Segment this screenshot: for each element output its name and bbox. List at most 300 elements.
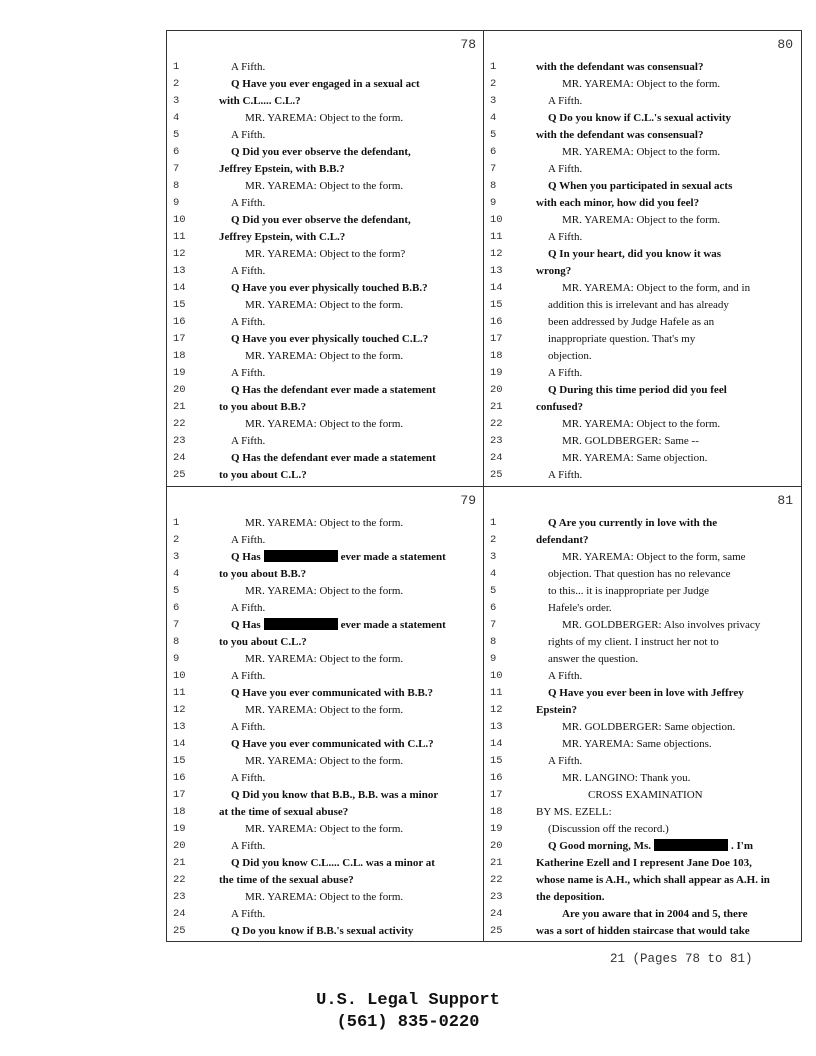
- line-text: [219, 736, 434, 753]
- line-number: 12: [173, 248, 186, 260]
- answer-text: A Fifth.: [231, 197, 266, 209]
- line-text: [219, 127, 265, 144]
- line-number: 13: [490, 265, 503, 277]
- transcript-line: [167, 719, 484, 736]
- page-lines: [167, 515, 484, 940]
- line-number: 14: [173, 282, 186, 294]
- transcript-line: [167, 144, 484, 161]
- transcript-line: [484, 736, 801, 753]
- transcript-line: [484, 144, 801, 161]
- transcript-line: [167, 736, 484, 753]
- transcript-line: [484, 178, 801, 195]
- line-text: [536, 314, 714, 331]
- question-text: the time of the sexual abuse?: [219, 874, 354, 886]
- answer-text: A Fifth.: [231, 670, 266, 682]
- transcript-line: [167, 515, 484, 532]
- line-number: 17: [490, 333, 503, 345]
- line-text: [219, 467, 307, 484]
- question-text: Q Has the defendant ever made a statement: [231, 452, 436, 464]
- redaction-block: [264, 618, 338, 630]
- question-text: Katherine Ezell and I represent Jane Doe 103,: [536, 857, 752, 869]
- transcript-line: [484, 651, 801, 668]
- line-text: [219, 348, 403, 365]
- answer-text: MR. YAREMA: Object to the form.: [245, 755, 404, 767]
- answer-text: (Discussion off the record.): [548, 823, 669, 835]
- page-number: 78: [460, 37, 476, 52]
- line-text: [536, 76, 720, 93]
- line-number: 16: [173, 772, 186, 784]
- line-number: 5: [173, 129, 180, 141]
- line-number: 3: [490, 551, 497, 563]
- line-text: [219, 93, 301, 110]
- transcript-line: [167, 297, 484, 314]
- question-text: at the time of sexual abuse?: [219, 806, 349, 818]
- answer-text: MR. YAREMA: Object to the form.: [245, 585, 404, 597]
- transcript-line: [484, 685, 801, 702]
- transcript-line: [484, 702, 801, 719]
- line-number: 12: [490, 248, 503, 260]
- answer-text: A Fifth.: [548, 755, 583, 767]
- answer-text: MR. YAREMA: Object to the form.: [562, 214, 721, 226]
- transcript-line: [167, 212, 484, 229]
- transcript-line: [484, 127, 801, 144]
- line-text: [536, 634, 719, 651]
- line-number: 6: [173, 146, 180, 158]
- line-number: 1: [173, 61, 180, 73]
- transcript-line: [167, 280, 484, 297]
- line-text: [219, 515, 403, 532]
- line-number: 2: [490, 534, 497, 546]
- line-text: [219, 906, 265, 923]
- transcript-line: [167, 770, 484, 787]
- answer-text: MR. YAREMA: Same objection.: [562, 452, 708, 464]
- line-number: 15: [490, 755, 503, 767]
- line-text: [536, 246, 721, 263]
- line-text: [219, 566, 306, 583]
- answer-text: MR. YAREMA: Object to the form.: [245, 112, 404, 124]
- line-number: 23: [173, 891, 186, 903]
- transcript-line: [484, 515, 801, 532]
- transcript-line: [484, 229, 801, 246]
- line-number: 18: [490, 806, 503, 818]
- transcript-line: [167, 600, 484, 617]
- transcript-line: [484, 416, 801, 433]
- line-number: 7: [173, 163, 180, 175]
- line-text: [219, 433, 265, 450]
- transcript-line: [167, 382, 484, 399]
- line-number: 4: [490, 112, 497, 124]
- line-number: 6: [490, 602, 497, 614]
- line-text: [219, 787, 438, 804]
- line-number: 24: [173, 908, 186, 920]
- transcript-line: [167, 365, 484, 382]
- transcript-line: [484, 331, 801, 348]
- line-text: [219, 549, 446, 566]
- page-number: 79: [460, 493, 476, 508]
- line-text: [536, 804, 612, 821]
- line-text: [219, 770, 265, 787]
- transcript-line: [484, 348, 801, 365]
- line-text: [219, 668, 265, 685]
- line-number: 8: [173, 636, 180, 648]
- line-text: [536, 702, 577, 719]
- line-text: [536, 229, 582, 246]
- line-text: [219, 923, 413, 940]
- question-text: Q In your heart, did you know it was: [548, 248, 722, 260]
- transcript-line: [484, 753, 801, 770]
- answer-text: MR. LANGINO: Thank you.: [562, 772, 691, 784]
- line-text: [219, 685, 433, 702]
- line-text: [219, 855, 435, 872]
- question-text: was a sort of hidden staircase that would take: [536, 925, 750, 937]
- answer-text: MR. YAREMA: Object to the form.: [562, 418, 721, 430]
- line-text: [219, 399, 306, 416]
- line-number: 12: [490, 704, 503, 716]
- line-text: [536, 838, 753, 855]
- line-number: 22: [173, 874, 186, 886]
- question-text: Q Good morning, Ms.: [548, 840, 651, 852]
- line-number: 13: [173, 265, 186, 277]
- line-number: 19: [490, 823, 503, 835]
- line-number: 17: [490, 789, 503, 801]
- line-number: 21: [173, 401, 186, 413]
- line-text: [219, 212, 411, 229]
- line-number: 19: [490, 367, 503, 379]
- line-number: 6: [173, 602, 180, 614]
- transcript-line: [167, 161, 484, 178]
- transcript-line: [484, 76, 801, 93]
- question-text: Q Did you know C.L.... C.L. was a minor at: [231, 857, 435, 869]
- transcript-line: [167, 399, 484, 416]
- question-text: Q Have you ever physically touched C.L.?: [231, 333, 429, 345]
- question-text: wrong?: [536, 265, 572, 277]
- line-text: [536, 467, 582, 484]
- transcript-line: [167, 532, 484, 549]
- line-number: 25: [173, 469, 186, 481]
- line-number: 18: [490, 350, 503, 362]
- line-text: [536, 770, 690, 787]
- line-number: 9: [173, 653, 180, 665]
- redaction-block: [654, 839, 728, 851]
- line-text: [536, 144, 720, 161]
- line-text: [219, 651, 403, 668]
- answer-text: objection. That question has no relevance: [548, 568, 731, 580]
- line-number: 17: [173, 789, 186, 801]
- transcript-line: [484, 467, 801, 484]
- line-text: [536, 195, 699, 212]
- line-text: [536, 93, 582, 110]
- line-number: 11: [490, 231, 503, 243]
- question-text: the deposition.: [536, 891, 605, 903]
- transcript-line: [167, 889, 484, 906]
- line-text: [536, 532, 589, 549]
- transcript-line: [484, 314, 801, 331]
- question-text: Q Do you know if B.B.'s sexual activity: [231, 925, 414, 937]
- line-number: 4: [173, 568, 180, 580]
- line-number: 16: [490, 772, 503, 784]
- line-number: 15: [490, 299, 503, 311]
- line-number: 21: [173, 857, 186, 869]
- page-lines: [484, 515, 801, 940]
- line-text: [536, 127, 703, 144]
- answer-text: A Fifth.: [548, 670, 583, 682]
- line-number: 1: [490, 61, 497, 73]
- line-number: 17: [173, 333, 186, 345]
- redaction-block: [264, 550, 338, 562]
- line-number: 7: [490, 619, 497, 631]
- question-text: Q When you participated in sexual acts: [548, 180, 733, 192]
- line-text: [536, 651, 638, 668]
- line-number: 10: [173, 670, 186, 682]
- question-text: defendant?: [536, 534, 589, 546]
- line-number: 20: [490, 840, 503, 852]
- transcript-line: [484, 280, 801, 297]
- answer-text: rights of my client. I instruct her not to: [548, 636, 719, 648]
- line-text: [536, 736, 712, 753]
- line-text: [219, 195, 265, 212]
- page-number: 81: [777, 493, 793, 508]
- line-number: 11: [173, 687, 186, 699]
- transcript-line: [484, 110, 801, 127]
- line-number: 25: [490, 469, 503, 481]
- transcript-line: [167, 906, 484, 923]
- transcript-page-81: [484, 487, 801, 942]
- question-text: Q Have you ever engaged in a sexual act: [231, 78, 420, 90]
- question-text: . I'm: [730, 840, 753, 852]
- answer-text: A Fifth.: [231, 908, 266, 920]
- line-number: 23: [490, 435, 503, 447]
- transcript-line: [484, 263, 801, 280]
- line-text: [219, 416, 403, 433]
- company-name: U.S. Legal Support: [316, 991, 500, 1010]
- answer-text: MR. YAREMA: Object to the form.: [245, 653, 404, 665]
- answer-text: to this... it is inappropriate per Judge: [548, 585, 709, 597]
- question-text: with each minor, how did you feel?: [536, 197, 700, 209]
- line-text: [219, 144, 411, 161]
- transcript-line: [167, 549, 484, 566]
- line-number: 19: [173, 823, 186, 835]
- transcript-line: [167, 634, 484, 651]
- answer-text: MR. GOLDBERGER: Same --: [562, 435, 699, 447]
- line-number: 23: [173, 435, 186, 447]
- question-text: with C.L.... C.L.?: [219, 95, 301, 107]
- answer-text: A Fifth.: [548, 163, 583, 175]
- line-text: [219, 246, 405, 263]
- transcript-line: [484, 195, 801, 212]
- transcript-line: [167, 246, 484, 263]
- line-text: [536, 549, 746, 566]
- transcript-line: [484, 872, 801, 889]
- transcript-line: [484, 889, 801, 906]
- line-text: [536, 872, 770, 889]
- line-text: [219, 838, 265, 855]
- line-number: 12: [173, 704, 186, 716]
- question-text: Jeffrey Epstein, with B.B.?: [219, 163, 345, 175]
- answer-text: MR. YAREMA: Object to the form?: [245, 248, 406, 260]
- answer-text: MR. YAREMA: Object to the form.: [245, 350, 404, 362]
- line-text: [536, 855, 752, 872]
- line-text: [536, 719, 735, 736]
- transcript-line: [484, 617, 801, 634]
- line-text: [536, 889, 604, 906]
- transcript-line: [167, 331, 484, 348]
- transcript-line: [484, 246, 801, 263]
- transcript-line: [167, 229, 484, 246]
- transcript-line: [167, 178, 484, 195]
- line-number: 13: [490, 721, 503, 733]
- transcript-line: [484, 600, 801, 617]
- line-text: [536, 566, 730, 583]
- line-text: [219, 382, 436, 399]
- transcript-line: [484, 450, 801, 467]
- transcript-line: [167, 855, 484, 872]
- transcript-line: [484, 583, 801, 600]
- line-text: [219, 450, 436, 467]
- transcript-line: [484, 532, 801, 549]
- transcript-grid: [166, 30, 802, 942]
- transcript-line: [484, 566, 801, 583]
- transcript-line: [484, 161, 801, 178]
- line-number: 22: [173, 418, 186, 430]
- line-text: [536, 753, 582, 770]
- line-number: 8: [490, 636, 497, 648]
- line-text: [536, 685, 744, 702]
- line-text: [536, 906, 747, 923]
- transcript-line: [167, 433, 484, 450]
- line-text: [536, 365, 582, 382]
- transcript-line: [167, 583, 484, 600]
- question-text: Q Did you know that B.B., B.B. was a minor: [231, 789, 439, 801]
- transcript-line: [167, 617, 484, 634]
- line-number: 5: [490, 585, 497, 597]
- answer-text: MR. GOLDBERGER: Same objection.: [562, 721, 736, 733]
- transcript-line: [167, 76, 484, 93]
- line-text: [219, 889, 403, 906]
- line-number: 2: [173, 534, 180, 546]
- transcript-line: [484, 634, 801, 651]
- answer-text: objection.: [548, 350, 592, 362]
- transcript-line: [167, 685, 484, 702]
- line-text: [536, 787, 703, 804]
- line-number: 10: [173, 214, 186, 226]
- line-text: [219, 297, 403, 314]
- transcript-line: [484, 549, 801, 566]
- line-text: [536, 263, 571, 280]
- answer-text: A Fifth.: [548, 231, 583, 243]
- transcript-line: [484, 804, 801, 821]
- line-number: 9: [173, 197, 180, 209]
- line-number: 20: [490, 384, 503, 396]
- answer-text: A Fifth.: [231, 61, 266, 73]
- transcript-line: [484, 923, 801, 940]
- question-text: with the defendant was consensual?: [536, 129, 704, 141]
- transcript-line: [484, 838, 801, 855]
- transcript-line: [484, 212, 801, 229]
- line-text: [536, 600, 612, 617]
- line-text: [219, 263, 265, 280]
- line-number: 18: [173, 806, 186, 818]
- transcript-line: [167, 467, 484, 484]
- question-text: to you about B.B.?: [219, 401, 307, 413]
- line-text: [219, 178, 403, 195]
- answer-text: A Fifth.: [231, 129, 266, 141]
- company-phone: (561) 835-0220: [336, 1013, 480, 1032]
- transcript-line: [167, 195, 484, 212]
- line-number: 23: [490, 891, 503, 903]
- transcript-line: [484, 59, 801, 76]
- transcript-line: [167, 416, 484, 433]
- line-number: 3: [490, 95, 497, 107]
- reporter-footer: [0, 990, 816, 1034]
- answer-text: A Fifth.: [231, 435, 266, 447]
- line-text: [536, 821, 669, 838]
- line-number: 15: [173, 755, 186, 767]
- line-text: [536, 399, 583, 416]
- line-number: 16: [173, 316, 186, 328]
- question-text: Q During this time period did you feel: [548, 384, 727, 396]
- page-range-note: 21 (Pages 78 to 81): [610, 952, 753, 966]
- line-number: 20: [173, 384, 186, 396]
- answer-text: MR. YAREMA: Object to the form.: [245, 823, 404, 835]
- line-number: 10: [490, 214, 503, 226]
- line-text: [536, 583, 709, 600]
- answer-text: answer the question.: [548, 653, 639, 665]
- line-number: 24: [173, 452, 186, 464]
- line-number: 14: [490, 282, 503, 294]
- question-text: whose name is A.H., which shall appear as A.H. in: [536, 874, 770, 886]
- line-number: 25: [173, 925, 186, 937]
- transcript-line: [167, 93, 484, 110]
- transcript-line: [484, 855, 801, 872]
- line-text: [536, 433, 699, 450]
- transcript-line: [167, 838, 484, 855]
- line-text: [219, 365, 265, 382]
- line-number: 4: [173, 112, 180, 124]
- line-number: 8: [173, 180, 180, 192]
- question-text: Q Have you ever communicated with B.B.?: [231, 687, 434, 699]
- line-number: 24: [490, 908, 503, 920]
- line-number: 11: [490, 687, 503, 699]
- line-text: [219, 161, 345, 178]
- line-text: [219, 76, 420, 93]
- line-text: [219, 532, 265, 549]
- transcript-line: [167, 314, 484, 331]
- transcript-line: [167, 263, 484, 280]
- line-text: [536, 280, 750, 297]
- line-number: 2: [490, 78, 497, 90]
- answer-text: MR. YAREMA: Object to the form, and in: [562, 282, 751, 294]
- line-text: [536, 212, 720, 229]
- answer-text: A Fifth.: [231, 265, 266, 277]
- line-text: [536, 450, 707, 467]
- line-text: [219, 719, 265, 736]
- question-text: Q Has the defendant ever made a statement: [231, 384, 436, 396]
- question-text: Q Have you ever physically touched B.B.?: [231, 282, 428, 294]
- line-text: [536, 617, 760, 634]
- transcript-page-78: [167, 31, 484, 486]
- answer-text: inappropriate question. That's my: [548, 333, 696, 345]
- transcript-line: [484, 821, 801, 838]
- line-number: 7: [173, 619, 180, 631]
- line-number: 11: [173, 231, 186, 243]
- transcript-page-79: [167, 487, 484, 942]
- line-number: 21: [490, 857, 503, 869]
- question-text: Q Have you ever been in love with Jeffrey: [548, 687, 744, 699]
- line-number: 3: [173, 95, 180, 107]
- line-text: [219, 331, 428, 348]
- line-text: [219, 617, 446, 634]
- line-number: 9: [490, 653, 497, 665]
